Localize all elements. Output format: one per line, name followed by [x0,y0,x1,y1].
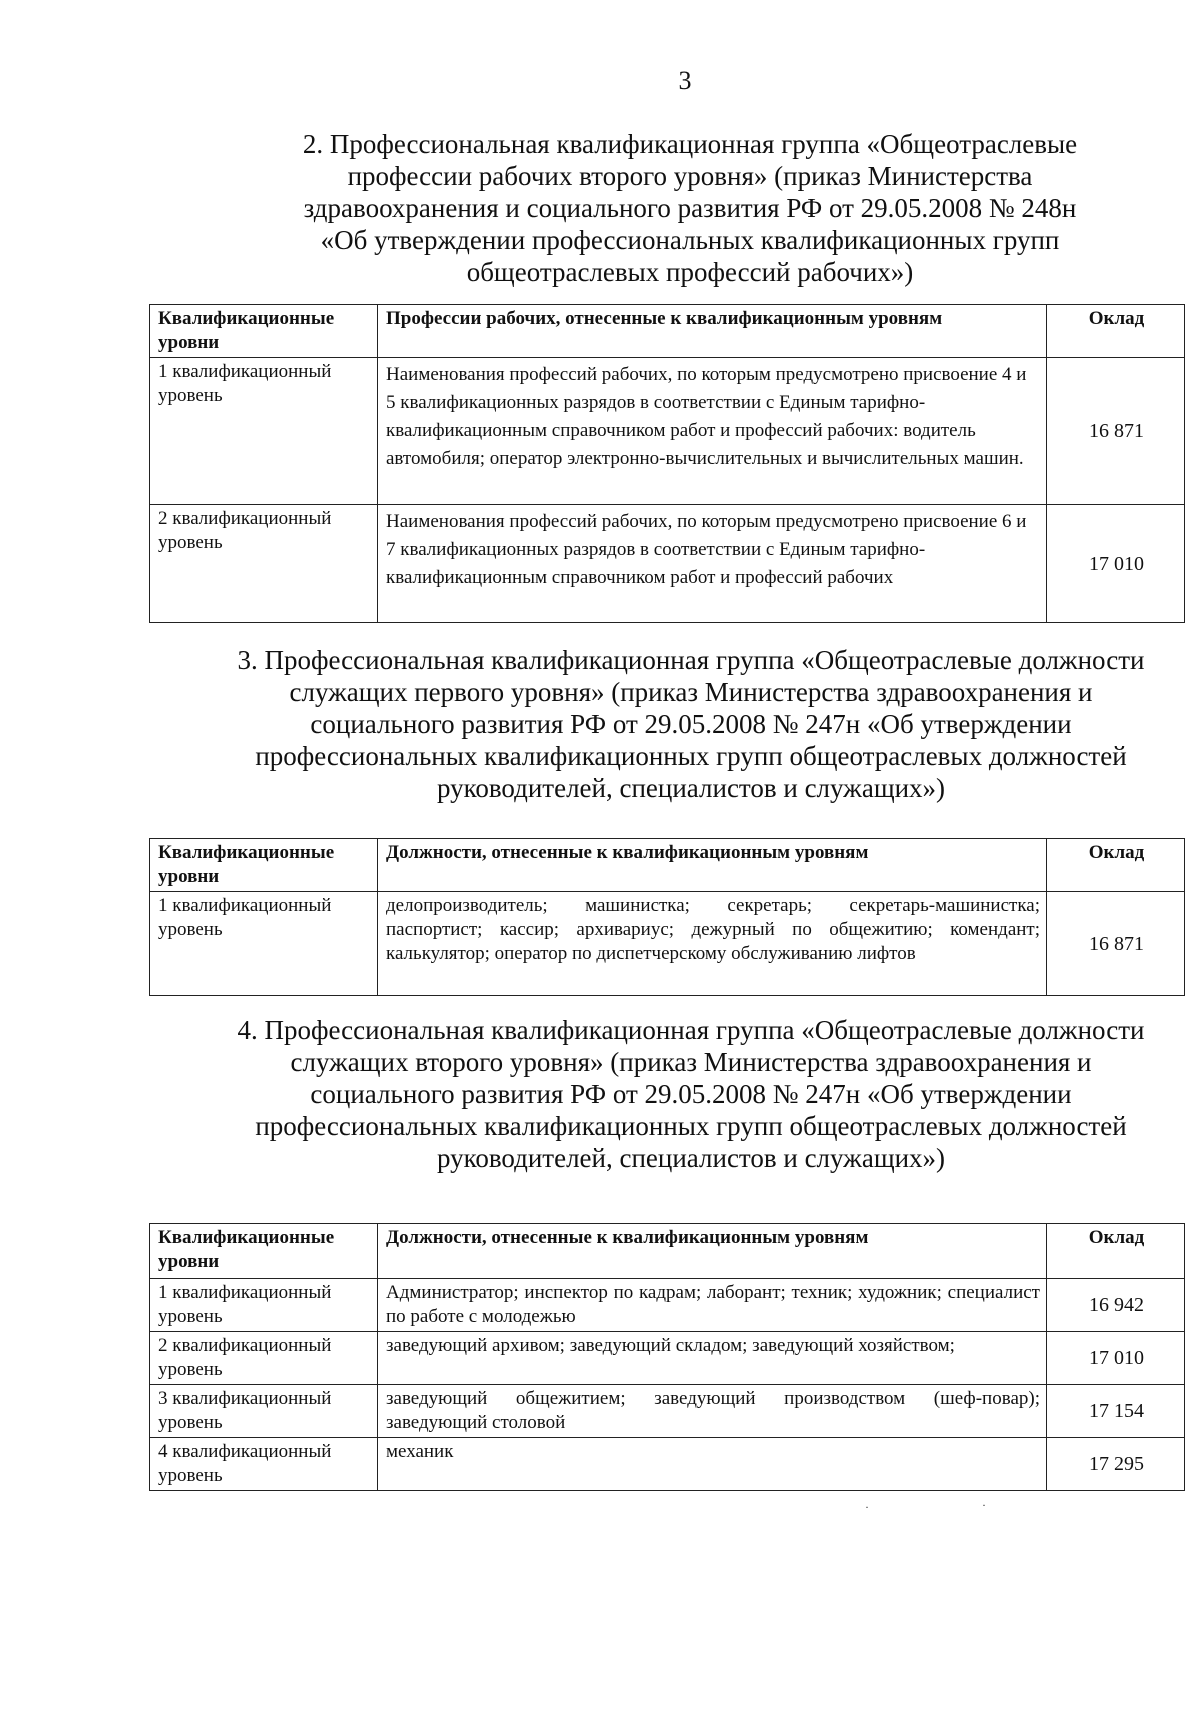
header-salary: Оклад [1047,1224,1185,1279]
scan-speck: · [865,1500,869,1514]
title-line: руководителей, специалистов и служащих») [436,1143,946,1173]
table-header-row [150,839,1185,892]
salary-cell: 16 871 [1047,892,1185,996]
description-cell: механик [378,1438,1047,1491]
level-cell: 2 квалификационный уровень [150,1332,378,1385]
title-line: служащих первого уровня» (приказ Министерства здравоохранения и [289,677,1093,707]
header-positions: Должности, отнесенные к квалификационным уровням [378,839,1047,892]
salary-cell: 17 154 [1047,1385,1185,1438]
salary-cell: 16 942 [1047,1279,1185,1332]
header-positions: Должности, отнесенные к квалификационным уровням [378,1224,1047,1279]
title-line: 4. Профессиональная квалификационная группа «Общеотраслевые должности [237,1015,1145,1045]
title-line: служащих второго уровня» (приказ Министерства здравоохранения и [290,1047,1092,1077]
header-levels: Квалификационные уровни [150,1224,378,1279]
title-line: профессии рабочих второго уровня» (приказ Министерства [347,161,1033,191]
level-cell: 3 квалификационный уровень [150,1385,378,1438]
description-cell: заведующий архивом; заведующий складом; заведующий хозяйством; [378,1332,1047,1385]
description-cell: делопроизводитель; машинистка; секретарь; секретарь-машинистка; паспортист; кассир; архивариус; дежурный по общежитию; комендант; калькулятор; оператор по диспетчерскому обслуживанию лифтов [378,892,1047,996]
table-header-row [150,1224,1185,1279]
title-line: «Об утверждении профессиональных квалификационных групп [320,225,1060,255]
title-line: руководителей, специалистов и служащих») [436,773,946,803]
section-title-3 [186,644,1196,804]
table-row [150,505,1185,623]
level-cell: 1 квалификационный уровень [150,358,378,505]
qualification-table-4 [149,1223,1185,1491]
qualification-table-2 [149,304,1185,623]
title-line: социального развития РФ от 29.05.2008 № 247н «Об утверждении [310,1079,1072,1109]
level-cell: 2 квалификационный уровень [150,505,378,623]
page-number: 3 [678,66,692,95]
level-cell: 1 квалификационный уровень [150,1279,378,1332]
header-levels: Квалификационные уровни [150,839,378,892]
header-salary: Оклад [1047,305,1185,358]
table-row [150,358,1185,505]
description-cell: Наименования профессий рабочих, по которым предусмотрено присвоение 6 и 7 квалификационных разрядов в соответствии с Единым тарифно-квалификационным справочником работ и профессий рабочих [378,505,1047,623]
salary-cell: 17 295 [1047,1438,1185,1491]
title-line: общеотраслевых профессий рабочих») [466,257,914,287]
level-cell: 4 квалификационный уровень [150,1438,378,1491]
level-cell: 1 квалификационный уровень [150,892,378,996]
scan-speck: · [982,1498,986,1512]
title-line: профессиональных квалификационных групп общеотраслевых должностей [255,1111,1127,1141]
description-cell: Администратор; инспектор по кадрам; лаборант; техник; художник; специалист по работе с молодежью [378,1279,1047,1332]
section-title-4 [186,1014,1196,1174]
qualification-table-3 [149,838,1185,996]
section-title-2 [240,128,1140,288]
table-row [150,1385,1185,1438]
salary-cell: 16 871 [1047,358,1185,505]
salary-cell: 17 010 [1047,505,1185,623]
description-cell: заведующий общежитием; заведующий производством (шеф-повар); заведующий столовой [378,1385,1047,1438]
table-header-row [150,305,1185,358]
header-salary: Оклад [1047,839,1185,892]
table-row [150,1279,1185,1332]
title-line: социального развития РФ от 29.05.2008 № 247н «Об утверждении [310,709,1072,739]
title-line: профессиональных квалификационных групп общеотраслевых должностей [255,741,1127,771]
table-row [150,1438,1185,1491]
table-row [150,1332,1185,1385]
title-line: 2. Профессиональная квалификационная группа «Общеотраслевые [302,129,1078,159]
table-row [150,892,1185,996]
description-cell: Наименования профессий рабочих, по которым предусмотрено присвоение 4 и 5 квалификационных разрядов в соответствии с Единым тарифно-квалификационным справочником работ и профессий рабочих: водитель автомобиля; оператор электронно-вычислительных и вычислительных машин. [378,358,1047,505]
header-professions: Профессии рабочих, отнесенные к квалификационным уровням [378,305,1047,358]
title-line: 3. Профессиональная квалификационная группа «Общеотраслевые должности [237,645,1145,675]
salary-cell: 17 010 [1047,1332,1185,1385]
header-levels: Квалификационные уровни [150,305,378,358]
title-line: здравоохранения и социального развития РФ от 29.05.2008 № 248н [303,193,1077,223]
